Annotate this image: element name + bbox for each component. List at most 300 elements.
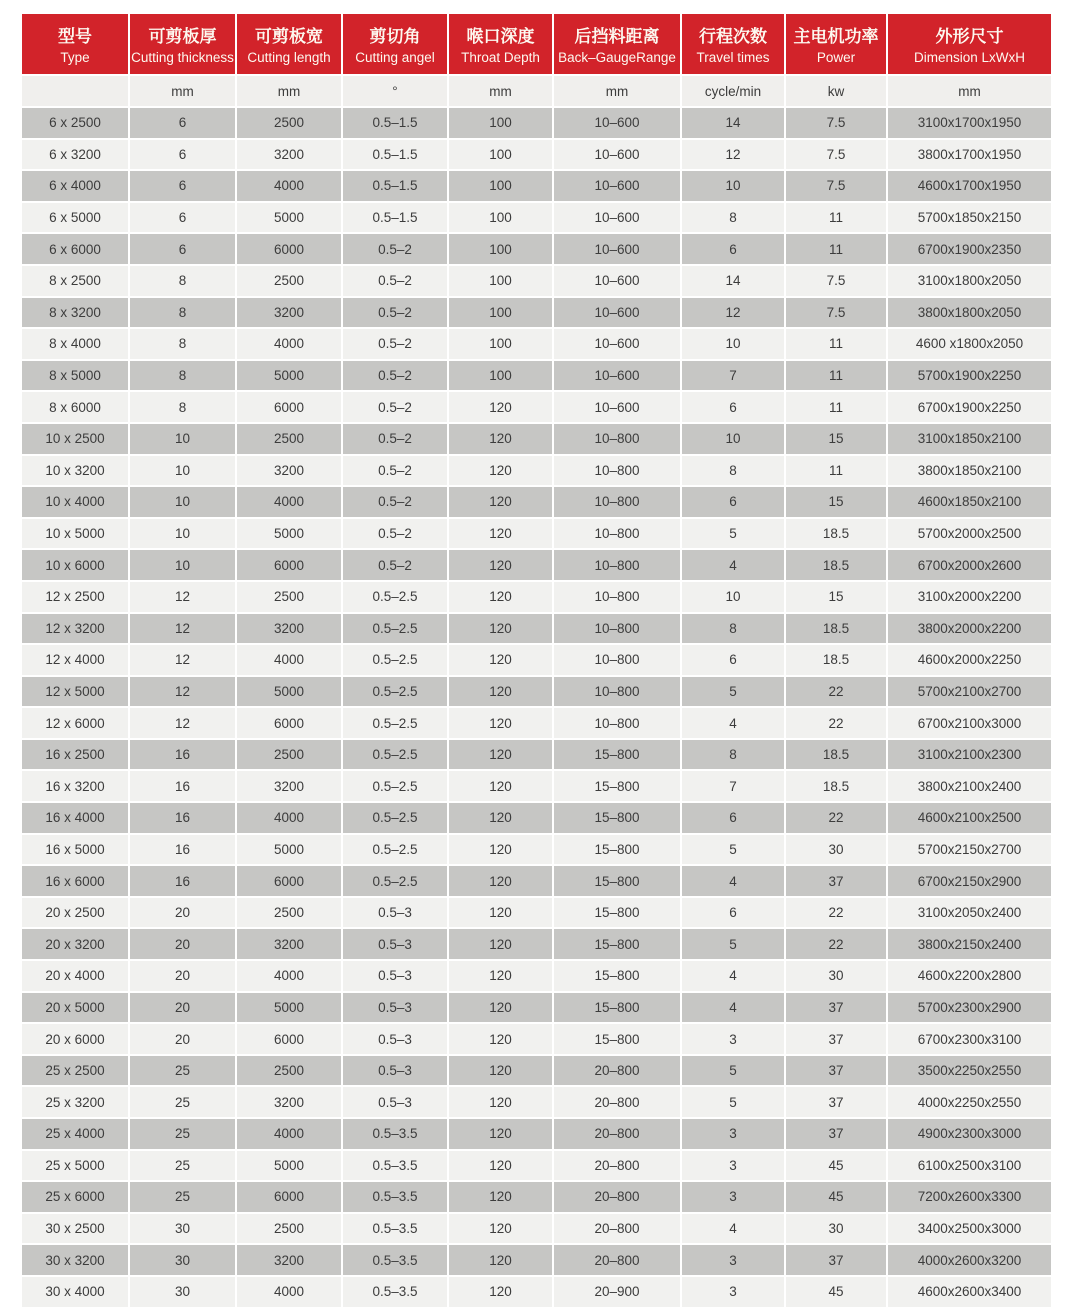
cell-type: 12 x 4000 <box>22 645 130 677</box>
unit-back-gauge-range: mm <box>554 76 682 108</box>
cell-cutting-thickness: 20 <box>130 929 237 961</box>
col-header-back-gauge-range-en: Back–GaugeRange <box>558 50 676 65</box>
cell-type: 8 x 5000 <box>22 361 130 393</box>
cell-type: 10 x 4000 <box>22 487 130 519</box>
col-header-cutting-length-en: Cutting length <box>247 50 331 65</box>
table-row <box>22 1087 1053 1119</box>
cell-power: 18.5 <box>786 550 888 582</box>
cell-cutting-angle: 0.5–3 <box>343 961 449 993</box>
table-row <box>22 961 1053 993</box>
cell-cutting-thickness: 20 <box>130 993 237 1025</box>
table-row <box>22 550 1053 582</box>
table-row <box>22 993 1053 1025</box>
cell-type: 6 x 2500 <box>22 108 130 140</box>
col-header-type-zh: 型号 <box>58 27 92 46</box>
cell-back-gauge-range: 10–600 <box>554 392 682 424</box>
cell-cutting-thickness: 12 <box>130 645 237 677</box>
cell-dimension: 6100x2500x3100 <box>888 1151 1053 1183</box>
cell-cutting-angle: 0.5–3 <box>343 1056 449 1088</box>
cell-cutting-angle: 0.5–3.5 <box>343 1245 449 1277</box>
col-header-cutting-thickness <box>130 14 237 76</box>
cell-dimension: 4000x2250x2550 <box>888 1087 1053 1119</box>
cell-cutting-length: 6000 <box>237 1182 343 1214</box>
cell-power: 18.5 <box>786 771 888 803</box>
table-row <box>22 1214 1053 1246</box>
cell-type: 6 x 5000 <box>22 203 130 235</box>
unit-dimension: mm <box>888 76 1053 108</box>
cell-travel-times: 6 <box>682 898 786 930</box>
cell-travel-times: 3 <box>682 1182 786 1214</box>
cell-type: 8 x 2500 <box>22 266 130 298</box>
cell-power: 7.5 <box>786 171 888 203</box>
cell-cutting-thickness: 16 <box>130 803 237 835</box>
cell-cutting-length: 3200 <box>237 614 343 646</box>
col-header-dimension-en: Dimension LxWxH <box>913 50 1026 65</box>
cell-cutting-angle: 0.5–2.5 <box>343 835 449 867</box>
cell-power: 7.5 <box>786 298 888 330</box>
cell-cutting-angle: 0.5–2 <box>343 424 449 456</box>
cell-dimension: 4600 x1800x2050 <box>888 329 1053 361</box>
cell-power: 7.5 <box>786 108 888 140</box>
cell-back-gauge-range: 10–600 <box>554 266 682 298</box>
cell-cutting-thickness: 8 <box>130 298 237 330</box>
cell-travel-times: 7 <box>682 771 786 803</box>
cell-cutting-length: 2500 <box>237 1214 343 1246</box>
cell-power: 15 <box>786 424 888 456</box>
header-row <box>22 14 1053 76</box>
table-row <box>22 582 1053 614</box>
cell-cutting-length: 3200 <box>237 140 343 172</box>
unit-cutting-thickness: mm <box>130 76 237 108</box>
cell-type: 16 x 2500 <box>22 740 130 772</box>
cell-throat-depth: 120 <box>449 1087 554 1119</box>
unit-travel-times: cycle/min <box>682 76 786 108</box>
col-header-back-gauge-range <box>554 14 682 76</box>
cell-dimension: 3500x2250x2550 <box>888 1056 1053 1088</box>
cell-travel-times: 10 <box>682 329 786 361</box>
cell-cutting-length: 6000 <box>237 234 343 266</box>
cell-travel-times: 10 <box>682 171 786 203</box>
cell-type: 8 x 4000 <box>22 329 130 361</box>
cell-power: 37 <box>786 866 888 898</box>
col-header-throat-depth <box>449 14 554 76</box>
cell-cutting-thickness: 16 <box>130 771 237 803</box>
cell-cutting-length: 3200 <box>237 456 343 488</box>
cell-type: 10 x 2500 <box>22 424 130 456</box>
cell-throat-depth: 120 <box>449 487 554 519</box>
cell-type: 6 x 6000 <box>22 234 130 266</box>
cell-cutting-thickness: 30 <box>130 1214 237 1246</box>
cell-cutting-angle: 0.5–3 <box>343 1087 449 1119</box>
cell-travel-times: 3 <box>682 1151 786 1183</box>
cell-back-gauge-range: 10–600 <box>554 203 682 235</box>
col-header-cutting-thickness-zh: 可剪板厚 <box>148 27 217 46</box>
cell-dimension: 5700x2100x2700 <box>888 677 1053 709</box>
col-header-type <box>22 14 130 76</box>
cell-dimension: 4900x2300x3000 <box>888 1119 1053 1151</box>
cell-power: 30 <box>786 1214 888 1246</box>
cell-power: 18.5 <box>786 740 888 772</box>
table-row <box>22 1151 1053 1183</box>
cell-travel-times: 5 <box>682 1087 786 1119</box>
cell-type: 25 x 3200 <box>22 1087 130 1119</box>
table-row <box>22 203 1053 235</box>
cell-dimension: 3400x2500x3000 <box>888 1214 1053 1246</box>
cell-cutting-length: 5000 <box>237 519 343 551</box>
cell-throat-depth: 120 <box>449 1277 554 1308</box>
cell-cutting-angle: 0.5–1.5 <box>343 171 449 203</box>
cell-throat-depth: 120 <box>449 708 554 740</box>
cell-dimension: 6700x2150x2900 <box>888 866 1053 898</box>
cell-cutting-thickness: 10 <box>130 456 237 488</box>
cell-cutting-thickness: 30 <box>130 1277 237 1308</box>
cell-type: 20 x 3200 <box>22 929 130 961</box>
table-row <box>22 1182 1053 1214</box>
cell-cutting-thickness: 8 <box>130 266 237 298</box>
cell-cutting-angle: 0.5–3.5 <box>343 1119 449 1151</box>
cell-travel-times: 4 <box>682 866 786 898</box>
cell-cutting-thickness: 6 <box>130 234 237 266</box>
cell-throat-depth: 120 <box>449 1245 554 1277</box>
cell-back-gauge-range: 15–800 <box>554 898 682 930</box>
cell-cutting-length: 3200 <box>237 298 343 330</box>
cell-travel-times: 6 <box>682 392 786 424</box>
cell-cutting-length: 2500 <box>237 1056 343 1088</box>
table-row <box>22 866 1053 898</box>
cell-travel-times: 14 <box>682 266 786 298</box>
cell-throat-depth: 120 <box>449 961 554 993</box>
cell-cutting-angle: 0.5–2.5 <box>343 645 449 677</box>
cell-back-gauge-range: 10–600 <box>554 234 682 266</box>
cell-cutting-length: 3200 <box>237 1245 343 1277</box>
cell-back-gauge-range: 10–800 <box>554 645 682 677</box>
cell-throat-depth: 120 <box>449 1214 554 1246</box>
cell-power: 37 <box>786 1087 888 1119</box>
cell-travel-times: 12 <box>682 298 786 330</box>
cell-dimension: 4600x1850x2100 <box>888 487 1053 519</box>
cell-dimension: 4600x2200x2800 <box>888 961 1053 993</box>
cell-power: 7.5 <box>786 266 888 298</box>
cell-type: 6 x 3200 <box>22 140 130 172</box>
cell-type: 30 x 3200 <box>22 1245 130 1277</box>
cell-back-gauge-range: 15–800 <box>554 740 682 772</box>
cell-cutting-thickness: 30 <box>130 1245 237 1277</box>
cell-cutting-thickness: 10 <box>130 550 237 582</box>
col-header-cutting-angle-en: Cutting angel <box>355 50 435 65</box>
cell-travel-times: 6 <box>682 803 786 835</box>
cell-cutting-length: 2500 <box>237 266 343 298</box>
cell-back-gauge-range: 20–800 <box>554 1245 682 1277</box>
cell-cutting-length: 6000 <box>237 1024 343 1056</box>
col-header-cutting-length-zh: 可剪板宽 <box>255 27 323 46</box>
col-header-throat-depth-zh: 喉口深度 <box>466 27 535 46</box>
cell-back-gauge-range: 15–800 <box>554 993 682 1025</box>
table-row <box>22 1277 1053 1308</box>
cell-cutting-thickness: 20 <box>130 1024 237 1056</box>
table-row <box>22 740 1053 772</box>
col-header-power <box>786 14 888 76</box>
cell-travel-times: 6 <box>682 645 786 677</box>
cell-dimension: 3800x2000x2200 <box>888 614 1053 646</box>
cell-type: 10 x 3200 <box>22 456 130 488</box>
cell-back-gauge-range: 10–800 <box>554 550 682 582</box>
cell-travel-times: 4 <box>682 1214 786 1246</box>
cell-cutting-length: 2500 <box>237 424 343 456</box>
cell-throat-depth: 100 <box>449 361 554 393</box>
cell-throat-depth: 120 <box>449 1056 554 1088</box>
col-header-power-zh: 主电机功率 <box>793 27 879 46</box>
cell-cutting-thickness: 25 <box>130 1087 237 1119</box>
spec-table-body <box>22 108 1053 1308</box>
cell-throat-depth: 100 <box>449 266 554 298</box>
cell-dimension: 4600x2600x3400 <box>888 1277 1053 1308</box>
cell-type: 10 x 5000 <box>22 519 130 551</box>
cell-cutting-thickness: 12 <box>130 614 237 646</box>
table-row <box>22 708 1053 740</box>
cell-type: 16 x 4000 <box>22 803 130 835</box>
cell-type: 16 x 5000 <box>22 835 130 867</box>
col-header-dimension <box>888 14 1053 76</box>
cell-cutting-angle: 0.5–3.5 <box>343 1151 449 1183</box>
cell-throat-depth: 100 <box>449 234 554 266</box>
cell-throat-depth: 120 <box>449 1119 554 1151</box>
col-header-travel-times <box>682 14 786 76</box>
cell-power: 18.5 <box>786 614 888 646</box>
cell-back-gauge-range: 15–800 <box>554 1024 682 1056</box>
cell-back-gauge-range: 10–600 <box>554 108 682 140</box>
table-row <box>22 361 1053 393</box>
cell-dimension: 3800x2100x2400 <box>888 771 1053 803</box>
cell-power: 37 <box>786 993 888 1025</box>
cell-throat-depth: 100 <box>449 329 554 361</box>
cell-dimension: 3800x1700x1950 <box>888 140 1053 172</box>
cell-throat-depth: 120 <box>449 645 554 677</box>
cell-cutting-angle: 0.5–2.5 <box>343 582 449 614</box>
cell-cutting-thickness: 8 <box>130 329 237 361</box>
cell-cutting-length: 3200 <box>237 1087 343 1119</box>
cell-cutting-angle: 0.5–3.5 <box>343 1182 449 1214</box>
cell-travel-times: 14 <box>682 108 786 140</box>
machine-spec-table <box>22 14 1053 1308</box>
cell-power: 11 <box>786 456 888 488</box>
cell-type: 16 x 6000 <box>22 866 130 898</box>
cell-cutting-thickness: 10 <box>130 487 237 519</box>
table-row <box>22 171 1053 203</box>
cell-cutting-angle: 0.5–2.5 <box>343 866 449 898</box>
cell-cutting-length: 5000 <box>237 203 343 235</box>
unit-throat-depth: mm <box>449 76 554 108</box>
cell-cutting-angle: 0.5–3.5 <box>343 1214 449 1246</box>
cell-type: 12 x 3200 <box>22 614 130 646</box>
cell-cutting-thickness: 25 <box>130 1056 237 1088</box>
table-row <box>22 771 1053 803</box>
cell-back-gauge-range: 10–800 <box>554 487 682 519</box>
cell-cutting-angle: 0.5–3.5 <box>343 1277 449 1308</box>
cell-dimension: 6700x1900x2250 <box>888 392 1053 424</box>
cell-type: 20 x 5000 <box>22 993 130 1025</box>
cell-dimension: 3100x1700x1950 <box>888 108 1053 140</box>
cell-type: 20 x 6000 <box>22 1024 130 1056</box>
cell-type: 25 x 4000 <box>22 1119 130 1151</box>
cell-back-gauge-range: 10–800 <box>554 708 682 740</box>
col-header-power-en: Power <box>816 50 856 65</box>
cell-throat-depth: 120 <box>449 1024 554 1056</box>
cell-power: 30 <box>786 961 888 993</box>
cell-cutting-angle: 0.5–2.5 <box>343 740 449 772</box>
cell-travel-times: 3 <box>682 1245 786 1277</box>
cell-cutting-angle: 0.5–2 <box>343 550 449 582</box>
cell-dimension: 4600x2000x2250 <box>888 645 1053 677</box>
cell-power: 22 <box>786 708 888 740</box>
cell-back-gauge-range: 20–800 <box>554 1087 682 1119</box>
cell-type: 10 x 6000 <box>22 550 130 582</box>
table-row <box>22 108 1053 140</box>
cell-power: 18.5 <box>786 519 888 551</box>
cell-power: 37 <box>786 1056 888 1088</box>
cell-cutting-length: 4000 <box>237 329 343 361</box>
cell-throat-depth: 120 <box>449 740 554 772</box>
cell-back-gauge-range: 20–800 <box>554 1056 682 1088</box>
cell-power: 45 <box>786 1277 888 1308</box>
cell-cutting-thickness: 12 <box>130 582 237 614</box>
cell-cutting-length: 2500 <box>237 582 343 614</box>
table-row <box>22 266 1053 298</box>
cell-travel-times: 12 <box>682 140 786 172</box>
cell-back-gauge-range: 10–800 <box>554 424 682 456</box>
unit-type <box>22 76 130 108</box>
cell-cutting-thickness: 16 <box>130 866 237 898</box>
cell-cutting-angle: 0.5–2.5 <box>343 771 449 803</box>
cell-travel-times: 5 <box>682 1056 786 1088</box>
cell-cutting-length: 2500 <box>237 108 343 140</box>
table-row <box>22 392 1053 424</box>
cell-type: 12 x 2500 <box>22 582 130 614</box>
cell-back-gauge-range: 15–800 <box>554 866 682 898</box>
col-header-travel-times-en: Travel times <box>696 50 770 65</box>
cell-travel-times: 5 <box>682 677 786 709</box>
cell-power: 37 <box>786 1245 888 1277</box>
cell-dimension: 4000x2600x3200 <box>888 1245 1053 1277</box>
cell-dimension: 5700x2150x2700 <box>888 835 1053 867</box>
cell-back-gauge-range: 15–800 <box>554 835 682 867</box>
cell-dimension: 5700x1900x2250 <box>888 361 1053 393</box>
cell-cutting-angle: 0.5–1.5 <box>343 203 449 235</box>
cell-dimension: 3100x2000x2200 <box>888 582 1053 614</box>
cell-cutting-thickness: 20 <box>130 898 237 930</box>
cell-cutting-length: 4000 <box>237 803 343 835</box>
units-row <box>22 76 1053 108</box>
cell-throat-depth: 120 <box>449 929 554 961</box>
cell-dimension: 3100x2100x2300 <box>888 740 1053 772</box>
cell-back-gauge-range: 10–600 <box>554 329 682 361</box>
cell-throat-depth: 120 <box>449 456 554 488</box>
cell-cutting-angle: 0.5–2.5 <box>343 803 449 835</box>
cell-travel-times: 3 <box>682 1119 786 1151</box>
cell-back-gauge-range: 10–600 <box>554 298 682 330</box>
cell-throat-depth: 120 <box>449 582 554 614</box>
cell-cutting-length: 4000 <box>237 1277 343 1308</box>
cell-travel-times: 3 <box>682 1277 786 1308</box>
cell-power: 11 <box>786 203 888 235</box>
cell-back-gauge-range: 20–800 <box>554 1119 682 1151</box>
cell-cutting-length: 2500 <box>237 898 343 930</box>
cell-cutting-length: 4000 <box>237 961 343 993</box>
cell-cutting-angle: 0.5–1.5 <box>343 108 449 140</box>
cell-cutting-length: 5000 <box>237 1151 343 1183</box>
cell-cutting-length: 5000 <box>237 361 343 393</box>
unit-power: kw <box>786 76 888 108</box>
cell-cutting-angle: 0.5–3 <box>343 993 449 1025</box>
cell-cutting-thickness: 6 <box>130 171 237 203</box>
cell-type: 16 x 3200 <box>22 771 130 803</box>
cell-dimension: 3100x2050x2400 <box>888 898 1053 930</box>
cell-throat-depth: 120 <box>449 550 554 582</box>
cell-cutting-length: 6000 <box>237 550 343 582</box>
cell-throat-depth: 120 <box>449 1151 554 1183</box>
cell-throat-depth: 120 <box>449 424 554 456</box>
cell-cutting-angle: 0.5–2 <box>343 329 449 361</box>
cell-travel-times: 5 <box>682 929 786 961</box>
cell-cutting-thickness: 6 <box>130 140 237 172</box>
table-row <box>22 803 1053 835</box>
cell-throat-depth: 100 <box>449 108 554 140</box>
cell-dimension: 5700x2300x2900 <box>888 993 1053 1025</box>
cell-cutting-thickness: 6 <box>130 203 237 235</box>
cell-type: 8 x 6000 <box>22 392 130 424</box>
cell-power: 37 <box>786 1119 888 1151</box>
cell-back-gauge-range: 15–800 <box>554 929 682 961</box>
cell-throat-depth: 120 <box>449 835 554 867</box>
col-header-travel-times-zh: 行程次数 <box>699 27 767 46</box>
cell-travel-times: 4 <box>682 550 786 582</box>
table-row <box>22 140 1053 172</box>
cell-travel-times: 4 <box>682 993 786 1025</box>
cell-back-gauge-range: 10–800 <box>554 456 682 488</box>
table-row <box>22 456 1053 488</box>
cell-cutting-thickness: 10 <box>130 519 237 551</box>
cell-travel-times: 5 <box>682 519 786 551</box>
cell-cutting-thickness: 12 <box>130 677 237 709</box>
col-header-dimension-zh: 外形尺寸 <box>935 27 1004 46</box>
cell-cutting-angle: 0.5–2 <box>343 234 449 266</box>
cell-dimension: 4600x1700x1950 <box>888 171 1053 203</box>
cell-cutting-angle: 0.5–2.5 <box>343 677 449 709</box>
cell-cutting-thickness: 8 <box>130 392 237 424</box>
cell-travel-times: 8 <box>682 203 786 235</box>
cell-cutting-angle: 0.5–2.5 <box>343 708 449 740</box>
cell-cutting-length: 6000 <box>237 866 343 898</box>
cell-power: 11 <box>786 234 888 266</box>
cell-cutting-angle: 0.5–2 <box>343 456 449 488</box>
cell-cutting-thickness: 6 <box>130 108 237 140</box>
cell-cutting-angle: 0.5–3 <box>343 898 449 930</box>
cell-dimension: 3800x1850x2100 <box>888 456 1053 488</box>
table-row <box>22 519 1053 551</box>
cell-power: 7.5 <box>786 140 888 172</box>
cell-type: 25 x 5000 <box>22 1151 130 1183</box>
col-header-type-en: Type <box>60 50 90 65</box>
cell-type: 6 x 4000 <box>22 171 130 203</box>
cell-throat-depth: 120 <box>449 898 554 930</box>
cell-dimension: 6700x1900x2350 <box>888 234 1053 266</box>
cell-throat-depth: 120 <box>449 771 554 803</box>
table-row <box>22 614 1053 646</box>
table-row <box>22 929 1053 961</box>
cell-cutting-angle: 0.5–3 <box>343 929 449 961</box>
cell-power: 11 <box>786 361 888 393</box>
cell-travel-times: 8 <box>682 740 786 772</box>
cell-type: 8 x 3200 <box>22 298 130 330</box>
